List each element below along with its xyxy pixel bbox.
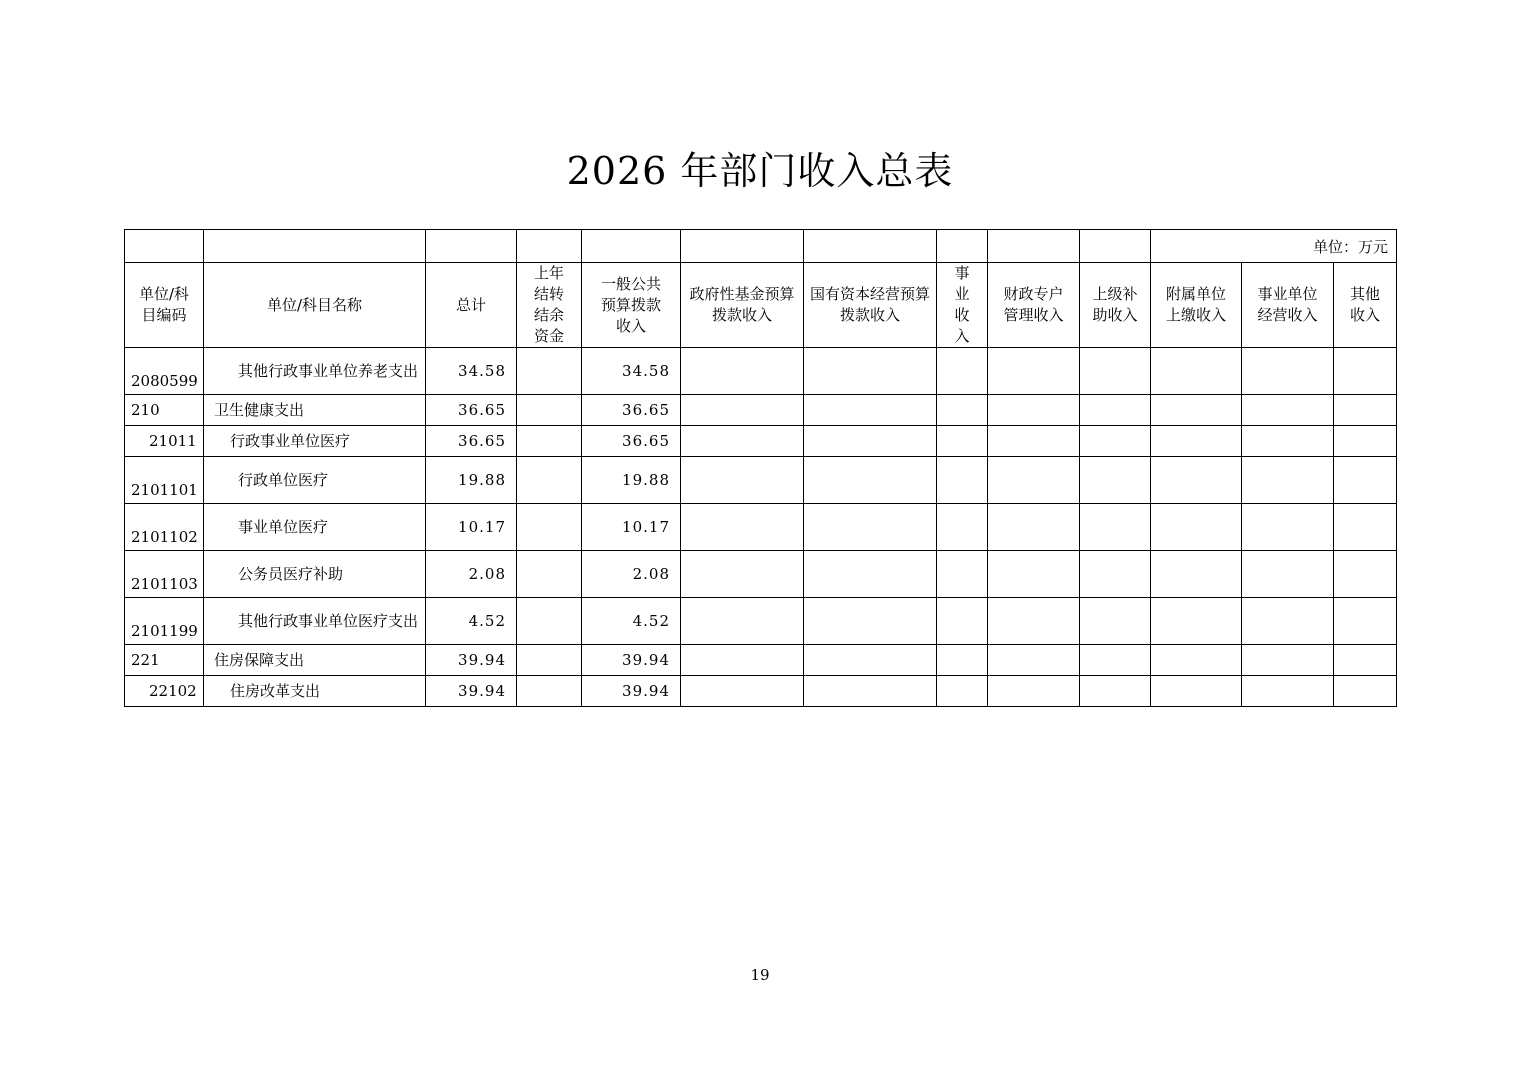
row-general: 39.94	[582, 676, 681, 707]
row-code: 21011	[125, 426, 204, 457]
row-general: 4.52	[582, 598, 681, 645]
row-total: 2.08	[426, 551, 517, 598]
table-row	[125, 395, 1397, 426]
table-row	[125, 348, 1397, 395]
table-row	[125, 598, 1397, 645]
row-code: 2101103	[125, 551, 204, 598]
row-total: 34.58	[426, 348, 517, 395]
row-general: 2.08	[582, 551, 681, 598]
page-number: 19	[750, 966, 770, 984]
row-total: 36.65	[426, 395, 517, 426]
income-summary-table	[124, 229, 1397, 707]
row-general: 36.65	[582, 395, 681, 426]
unit-row	[125, 230, 1397, 263]
table-row	[125, 504, 1397, 551]
header-superior: 上级补助收入	[1080, 263, 1151, 348]
header-carryover: 上年结转结余资金	[517, 263, 582, 348]
row-total: 39.94	[426, 676, 517, 707]
header-code: 单位/科目编码	[125, 263, 204, 348]
page-title: 2026 年部门收入总表	[566, 149, 954, 193]
row-general: 10.17	[582, 504, 681, 551]
header-row	[125, 263, 1397, 348]
row-name: 行政单位医疗	[204, 457, 426, 504]
row-name: 住房保障支出	[204, 645, 426, 676]
row-general: 34.58	[582, 348, 681, 395]
row-total: 19.88	[426, 457, 517, 504]
row-name: 事业单位医疗	[204, 504, 426, 551]
row-code: 22102	[125, 676, 204, 707]
table-row	[125, 645, 1397, 676]
row-code: 2101101	[125, 457, 204, 504]
header-other: 其他收入	[1334, 263, 1397, 348]
row-name: 行政事业单位医疗	[204, 426, 426, 457]
row-general: 39.94	[582, 645, 681, 676]
table-row	[125, 426, 1397, 457]
header-total: 总计	[426, 263, 517, 348]
row-name: 公务员医疗补助	[204, 551, 426, 598]
table-row	[125, 457, 1397, 504]
header-stateasset: 国有资本经营预算拨款收入	[804, 263, 937, 348]
header-general: 一般公共预算拨款收入	[582, 263, 681, 348]
header-subordinate: 附属单位上缴收入	[1151, 263, 1242, 348]
row-code: 2101199	[125, 598, 204, 645]
row-code: 2101102	[125, 504, 204, 551]
row-general: 36.65	[582, 426, 681, 457]
header-operating: 事业单位经营收入	[1242, 263, 1334, 348]
row-code: 221	[125, 645, 204, 676]
row-name: 卫生健康支出	[204, 395, 426, 426]
row-name: 其他行政事业单位养老支出	[204, 348, 426, 395]
header-govfund: 政府性基金预算拨款收入	[681, 263, 804, 348]
header-special: 财政专户管理收入	[988, 263, 1080, 348]
row-code: 2080599	[125, 348, 204, 395]
row-total: 4.52	[426, 598, 517, 645]
row-general: 19.88	[582, 457, 681, 504]
table-row	[125, 676, 1397, 707]
row-total: 36.65	[426, 426, 517, 457]
row-code: 210	[125, 395, 204, 426]
row-total: 10.17	[426, 504, 517, 551]
header-name: 单位/科目名称	[204, 263, 426, 348]
row-total: 39.94	[426, 645, 517, 676]
row-name: 其他行政事业单位医疗支出	[204, 598, 426, 645]
row-name: 住房改革支出	[204, 676, 426, 707]
header-business: 事业收入	[937, 263, 988, 348]
table-row	[125, 551, 1397, 598]
unit-label: 单位：万元	[1151, 230, 1397, 263]
